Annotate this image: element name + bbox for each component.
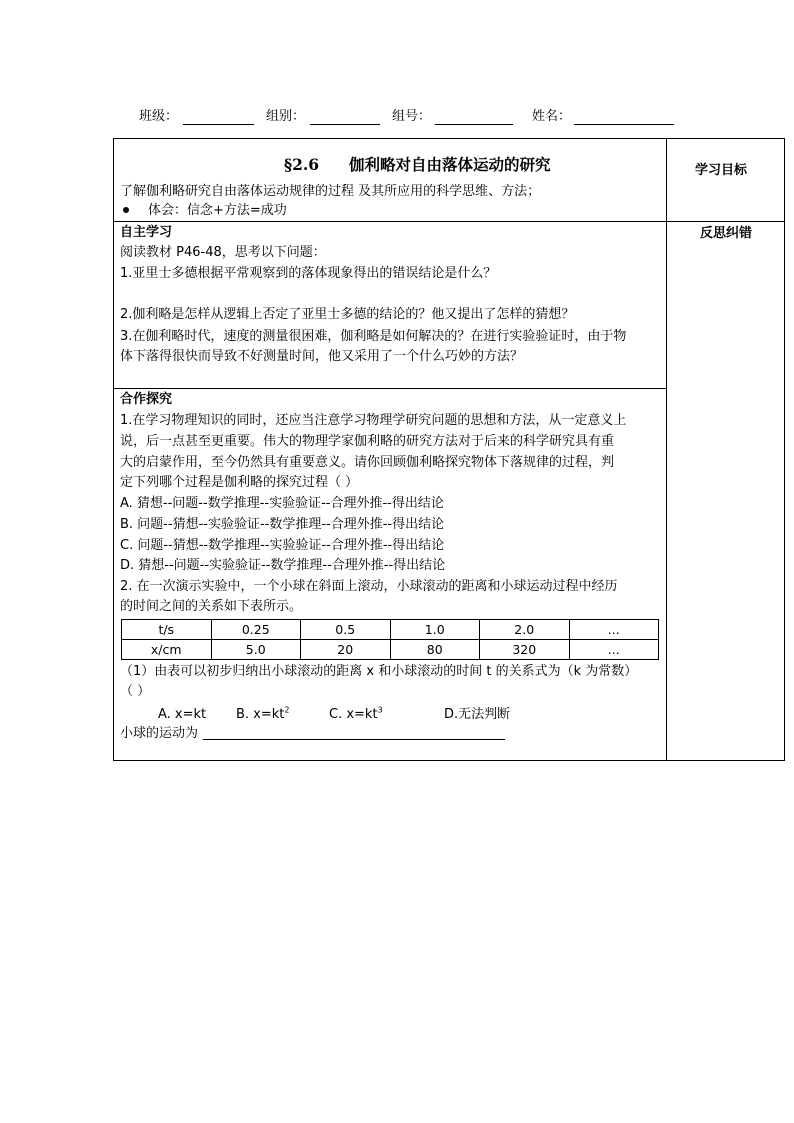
data-table bbox=[121, 619, 659, 660]
coop-p1-line-3: 大的启蒙作用，至今仍然具有重要意义。请你回顾伽利略探究物体下落规律的过程，判 bbox=[120, 455, 615, 470]
table-cell: x/cm bbox=[122, 640, 212, 660]
motion-label: 小球的运动为 bbox=[120, 726, 199, 741]
table-cell: 80 bbox=[390, 640, 480, 660]
table-cell: ... bbox=[569, 640, 659, 660]
goals-heading: 学习目标 bbox=[695, 163, 748, 178]
table-cell: t/s bbox=[122, 620, 212, 640]
sidebar-divider bbox=[666, 138, 667, 761]
objective-line-2: 体会：信念+方法=成功 bbox=[148, 203, 287, 218]
self-study-intro: 阅读教材 P46-48，思考以下问题： bbox=[120, 245, 326, 260]
coop-p1-line-2: 说，后一点甚至更重要。伟大的物理学家伽利略的研究方法对于后来的科学研究具有重 bbox=[120, 434, 615, 449]
coop-heading: 合作探究 bbox=[120, 392, 173, 407]
table-row bbox=[122, 640, 659, 660]
table-cell: 5.0 bbox=[211, 640, 301, 660]
option-a: A. 猜想--问题--数学推理--实验验证--合理外推--得出结论 bbox=[120, 496, 444, 511]
section-divider bbox=[113, 388, 667, 389]
table-cell: 2.0 bbox=[480, 620, 570, 640]
page-title: 伽利略对自由落体运动的研究 bbox=[349, 155, 551, 174]
question-2: 2.伽利略是怎样从逻辑上否定了亚里士多德的结论的？他又提出了怎样的猜想？ bbox=[120, 307, 575, 322]
motion-answer-blank[interactable] bbox=[203, 739, 505, 740]
coop-p1-line-1: 1.在学习物理知识的同时，还应当注意学习物理学研究问题的思想和方法，从一定意义上 bbox=[120, 413, 627, 428]
table-cell: 320 bbox=[480, 640, 570, 660]
option-d: D. 猜想--问题--实验验证--数学推理--合理外推--得出结论 bbox=[120, 558, 446, 573]
group-number-blank[interactable] bbox=[435, 124, 513, 125]
table-cell: 0.25 bbox=[211, 620, 301, 640]
bullet-icon bbox=[123, 207, 129, 213]
objective-line-1: 了解伽利略研究自由落体运动规律的过程 及其所应用的科学思维、方法； bbox=[120, 184, 541, 199]
choice-a: A. x=kt bbox=[158, 707, 207, 722]
reflection-heading: 反思纠错 bbox=[700, 226, 753, 241]
choice-d: D.无法判断 bbox=[444, 707, 511, 722]
sub-question-1-line-1: （1）由表可以初步归纳出小球滚动的距离 x 和小球滚动的时间 t 的关系式为（k 为常数） bbox=[120, 664, 638, 679]
option-b: B. 问题--猜想--实验验证--数学推理--合理外推--得出结论 bbox=[120, 517, 445, 532]
table-cell: 0.5 bbox=[301, 620, 391, 640]
choice-b: B. $x=kt^2$ bbox=[236, 705, 290, 722]
table-row bbox=[122, 620, 659, 640]
self-study-heading: 自主学习 bbox=[120, 225, 173, 240]
name-blank[interactable] bbox=[574, 124, 674, 125]
header-divider bbox=[113, 221, 785, 222]
question-1: 1.亚里士多德根据平常观察到的落体现象得出的错误结论是什么？ bbox=[120, 266, 497, 281]
name-label: 姓名： bbox=[532, 109, 572, 124]
coop-p2-line-1: 2. 在一次演示实验中，一个小球在斜面上滚动，小球滚动的距离和小球运动过程中经历 bbox=[120, 579, 618, 594]
section-number: §2.6 bbox=[284, 155, 320, 174]
group-blank[interactable] bbox=[310, 124, 380, 125]
class-blank[interactable] bbox=[183, 124, 254, 125]
option-c: C. 问题--猜想--数学推理--实验验证--合理外推--得出结论 bbox=[120, 538, 445, 553]
class-label: 班级： bbox=[139, 109, 179, 124]
coop-p2-line-2: 的时间之间的关系如下表所示。 bbox=[120, 599, 303, 614]
table-cell: ... bbox=[569, 620, 659, 640]
group-label: 组别： bbox=[266, 109, 306, 124]
group-number-label: 组号： bbox=[392, 109, 432, 124]
question-3-line-2: 体下落得很快而导致不好测量时间，他又采用了一个什么巧妙的方法？ bbox=[120, 349, 524, 364]
sub-question-1-line-2: （ ） bbox=[120, 684, 151, 699]
choice-c: C. $x=kt^3$ bbox=[329, 705, 383, 722]
coop-p1-line-4: 定下列哪个过程是伽利略的探究过程（ ） bbox=[120, 475, 359, 490]
table-cell: 1.0 bbox=[390, 620, 480, 640]
question-3-line-1: 3.在伽利略时代，速度的测量很困难，伽利略是如何解决的？在进行实验验证时，由于物 bbox=[120, 329, 627, 344]
table-cell: 20 bbox=[301, 640, 391, 660]
